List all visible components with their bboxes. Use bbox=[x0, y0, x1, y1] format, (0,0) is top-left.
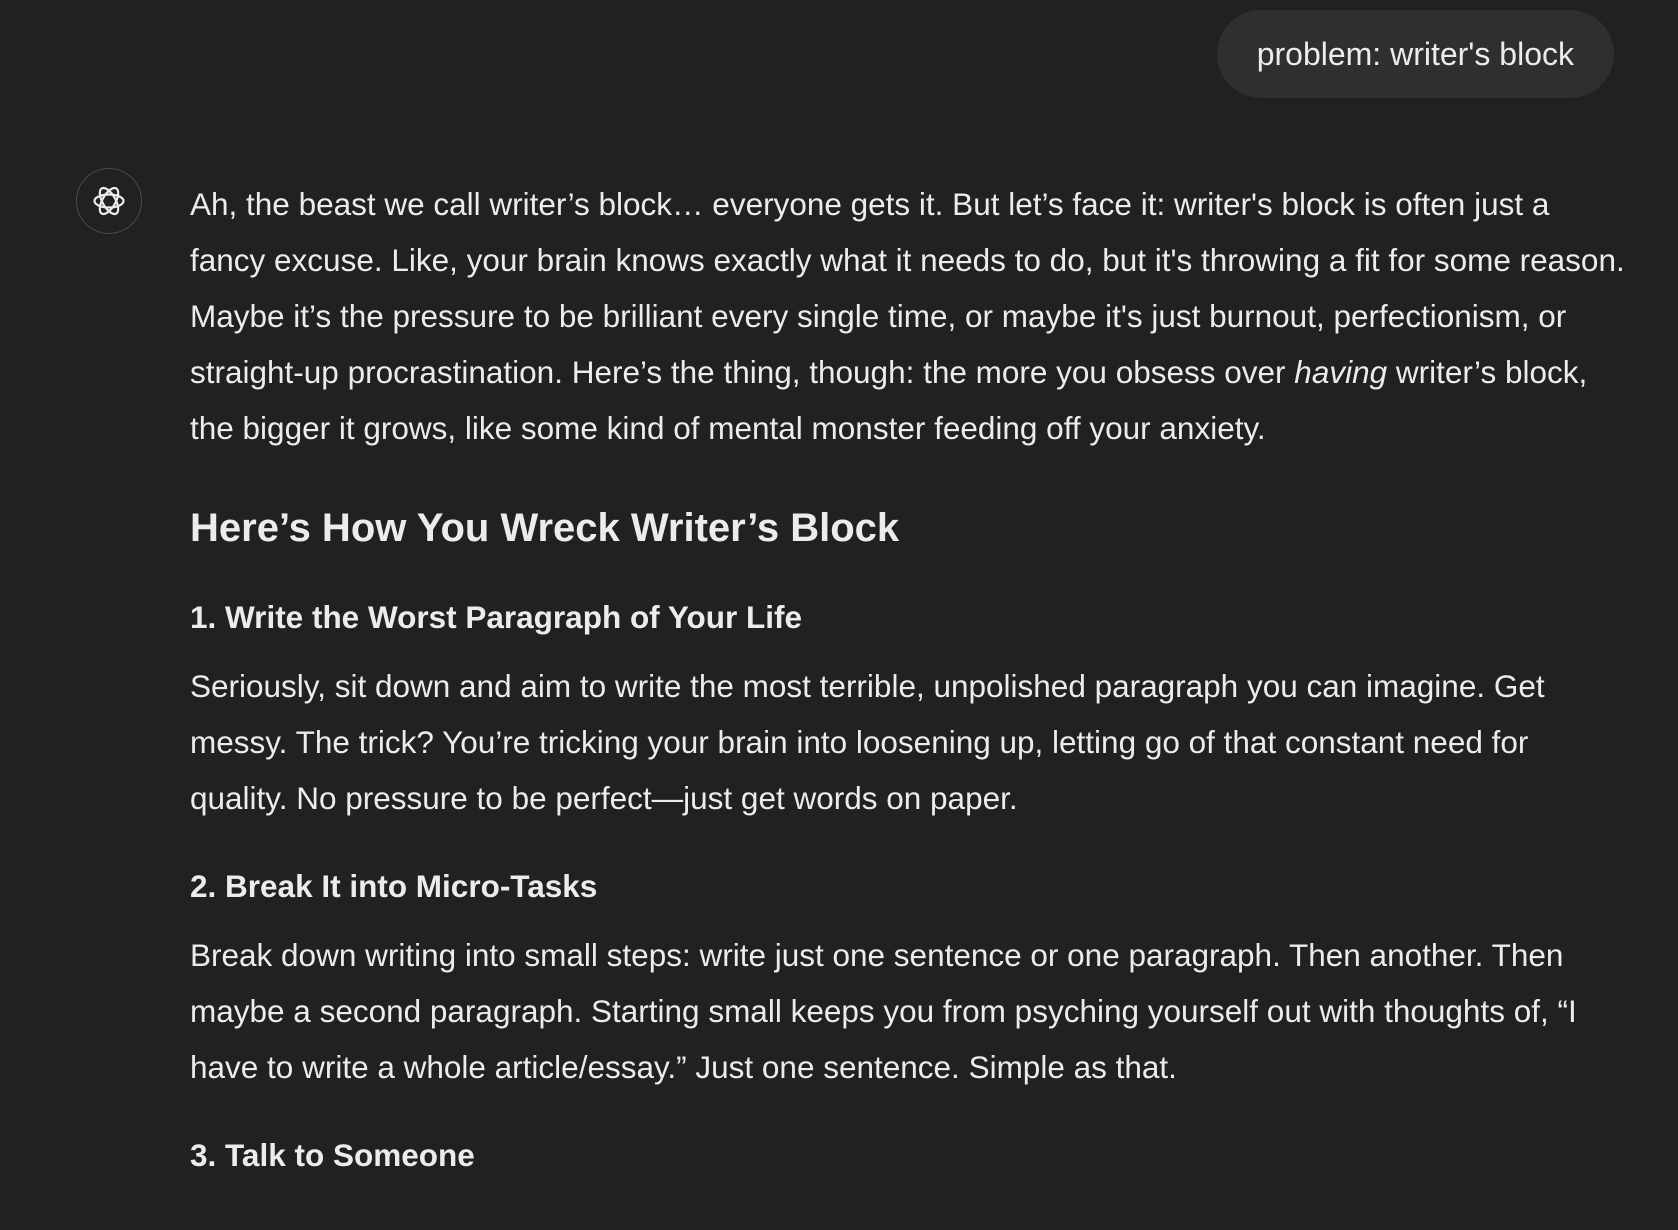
openai-logo-icon bbox=[89, 181, 129, 221]
user-message-bubble bbox=[1217, 10, 1614, 98]
assistant-response bbox=[190, 176, 1630, 1196]
step-3-title: 3. Talk to Someone bbox=[190, 1137, 475, 1173]
intro-text-before: Ah, the beast we call writer’s block… everyone gets it. But let’s face it: writer's block is often just a fancy excuse. Like, your brain knows exactly what it needs to do, but it's throwing a fit for some reason. Maybe it’s the pressure to be brilliant every single time, or maybe it's just burnout, perfectionism, or straight-up procrastination. Here’s the thing, though: the more you obsess over bbox=[190, 186, 1625, 390]
step-1-body: Seriously, sit down and aim to write the most terrible, unpolished paragraph you can imagine. Get messy. The trick? You’re tricking your brain into loosening up, letting go of that constant need for quality. No pressure to be perfect—just get words on paper. bbox=[190, 668, 1545, 816]
step-1-title: 1. Write the Worst Paragraph of Your Life bbox=[190, 599, 803, 635]
intro-emphasis: having bbox=[1294, 354, 1388, 390]
intro-paragraph bbox=[190, 176, 1630, 456]
intro-text-after: writer’s block, the bigger it grows, like some kind of mental monster feeding off your anxiety. bbox=[190, 354, 1588, 446]
user-message-text: problem: writer's block bbox=[1256, 35, 1574, 72]
step-2-body: Break down writing into small steps: write just one sentence or one paragraph. Then another. Then maybe a second paragraph. Starting small keeps you from psyching yourself out with thoughts of, “I have to write a whole article/essay.” Just one sentence. Simple as that. bbox=[190, 937, 1577, 1085]
section-heading: Here’s How You Wreck Writer’s Block bbox=[190, 506, 900, 550]
step-2-title: 2. Break It into Micro-Tasks bbox=[190, 868, 598, 904]
assistant-avatar bbox=[76, 168, 142, 234]
